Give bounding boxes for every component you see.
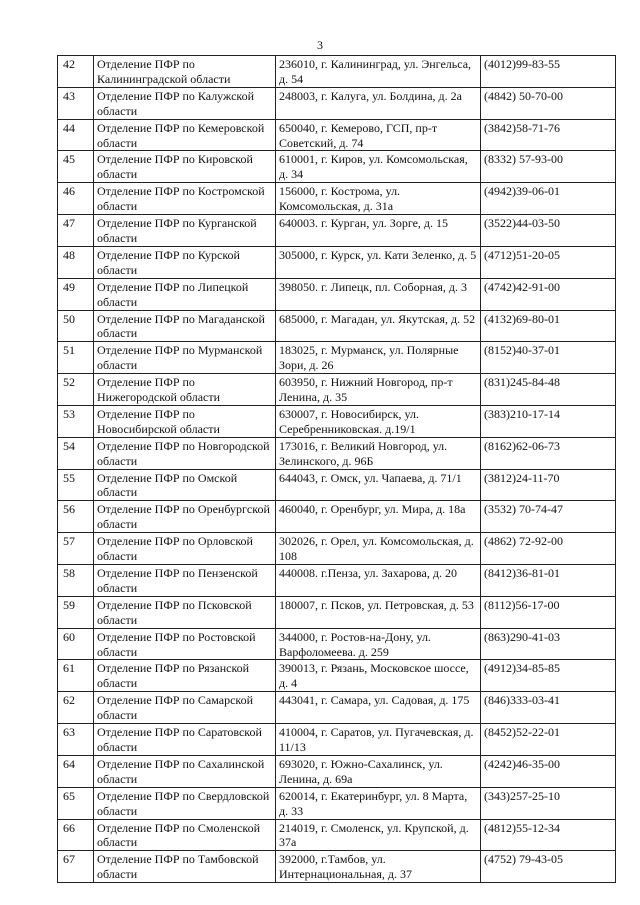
row-number-cell: 44 <box>58 119 94 151</box>
row-number-cell: 64 <box>58 755 94 787</box>
address-cell: 302026, г. Орел, ул. Комсомольская, д. 108 <box>276 533 481 565</box>
address-cell: 603950, г. Нижний Новгород, пр-т Ленина, д. 35 <box>276 374 481 406</box>
row-number-cell: 58 <box>58 565 94 597</box>
address-cell: 685000, г. Магадан, ул. Якутская, д. 52 <box>276 310 481 342</box>
phone-cell: (3812)24-11-70 <box>481 469 616 501</box>
address-cell: 344000, г. Ростов-на-Дону, ул. Варфоломеева. д. 259 <box>276 628 481 660</box>
table-row <box>58 405 616 437</box>
office-name-cell: Отделение ПФР по Костромской области <box>94 183 276 215</box>
table-row <box>58 437 616 469</box>
office-name-cell: Отделение ПФР по Ростовской области <box>94 628 276 660</box>
phone-cell: (831)245-84-48 <box>481 374 616 406</box>
table-row <box>58 596 616 628</box>
table-row <box>58 310 616 342</box>
phone-cell: (343)257-25-10 <box>481 787 616 819</box>
address-cell: 390013, г. Рязань, Московское шоссе, д. 4 <box>276 660 481 692</box>
row-number-cell: 59 <box>58 596 94 628</box>
row-number-cell: 45 <box>58 151 94 183</box>
office-name-cell: Отделение ПФР по Нижегородской области <box>94 374 276 406</box>
office-name-cell: Отделение ПФР по Орловской области <box>94 533 276 565</box>
address-cell: 440008. г.Пенза, ул. Захарова, д. 20 <box>276 565 481 597</box>
table-body <box>58 56 616 883</box>
table-row <box>58 628 616 660</box>
phone-cell: (4862) 72-92-00 <box>481 533 616 565</box>
row-number-cell: 47 <box>58 215 94 247</box>
office-name-cell: Отделение ПФР по Самарской области <box>94 692 276 724</box>
row-number-cell: 49 <box>58 278 94 310</box>
phone-cell: (863)290-41-03 <box>481 628 616 660</box>
pfr-offices-table <box>57 55 616 883</box>
address-cell: 173016, г. Великий Новгород, ул. Зелинского, д. 96Б <box>276 437 481 469</box>
address-cell: 180007, г. Псков, ул. Петровская, д. 53 <box>276 596 481 628</box>
table-row <box>58 56 616 88</box>
office-name-cell: Отделение ПФР по Калининградской области <box>94 56 276 88</box>
office-name-cell: Отделение ПФР по Курганской области <box>94 215 276 247</box>
phone-cell: (3532) 70-74-47 <box>481 501 616 533</box>
table-row <box>58 119 616 151</box>
address-cell: 183025, г. Мурманск, ул. Полярные Зори, д. 26 <box>276 342 481 374</box>
phone-cell: (3522)44-03-50 <box>481 215 616 247</box>
office-name-cell: Отделение ПФР по Пензенской области <box>94 565 276 597</box>
address-cell: 398050. г. Липецк, пл. Соборная, д. 3 <box>276 278 481 310</box>
phone-cell: (8162)62-06-73 <box>481 437 616 469</box>
office-name-cell: Отделение ПФР по Кемеровской области <box>94 119 276 151</box>
address-cell: 248003, г. Калуга, ул. Болдина, д. 2а <box>276 87 481 119</box>
row-number-cell: 50 <box>58 310 94 342</box>
phone-cell: (383)210-17-14 <box>481 405 616 437</box>
address-cell: 630007, г. Новосибирск, ул. Серебренниковская. д.19/1 <box>276 405 481 437</box>
office-name-cell: Отделение ПФР по Новгородской области <box>94 437 276 469</box>
office-name-cell: Отделение ПФР по Смоленской области <box>94 819 276 851</box>
office-name-cell: Отделение ПФР по Новосибирской области <box>94 405 276 437</box>
phone-cell: (8452)52-22-01 <box>481 724 616 756</box>
address-cell: 640003. г. Курган, ул. Зорге, д. 15 <box>276 215 481 247</box>
phone-cell: (4132)69-80-01 <box>481 310 616 342</box>
address-cell: 214019, г. Смоленск, ул. Крупской, д. 37а <box>276 819 481 851</box>
row-number-cell: 52 <box>58 374 94 406</box>
phone-cell: (8112)56-17-00 <box>481 596 616 628</box>
row-number-cell: 61 <box>58 660 94 692</box>
address-cell: 610001, г. Киров, ул. Комсомольская, д. 34 <box>276 151 481 183</box>
row-number-cell: 46 <box>58 183 94 215</box>
row-number-cell: 57 <box>58 533 94 565</box>
row-number-cell: 48 <box>58 246 94 278</box>
row-number-cell: 51 <box>58 342 94 374</box>
row-number-cell: 43 <box>58 87 94 119</box>
phone-cell: (8332) 57-93-00 <box>481 151 616 183</box>
table-row <box>58 660 616 692</box>
table-row <box>58 374 616 406</box>
table-row <box>58 342 616 374</box>
table-row <box>58 183 616 215</box>
office-name-cell: Отделение ПФР по Оренбургской области <box>94 501 276 533</box>
row-number-cell: 42 <box>58 56 94 88</box>
row-number-cell: 63 <box>58 724 94 756</box>
phone-cell: (846)333-03-41 <box>481 692 616 724</box>
address-cell: 620014, г. Екатеринбург, ул. 8 Марта, д. 33 <box>276 787 481 819</box>
table-row <box>58 151 616 183</box>
office-name-cell: Отделение ПФР по Сахалинской области <box>94 755 276 787</box>
office-name-cell: Отделение ПФР по Кировской области <box>94 151 276 183</box>
address-cell: 693020, г. Южно-Сахалинск, ул. Ленина, д. 69а <box>276 755 481 787</box>
row-number-cell: 67 <box>58 851 94 883</box>
row-number-cell: 53 <box>58 405 94 437</box>
address-cell: 650040, г. Кемерово, ГСП, пр-т Советский, д. 74 <box>276 119 481 151</box>
table-row <box>58 87 616 119</box>
table-row <box>58 819 616 851</box>
table-row <box>58 278 616 310</box>
phone-cell: (3842)58-71-76 <box>481 119 616 151</box>
page-number: 3 <box>317 38 323 52</box>
office-name-cell: Отделение ПФР по Рязанской области <box>94 660 276 692</box>
table-row <box>58 692 616 724</box>
office-name-cell: Отделение ПФР по Псковской области <box>94 596 276 628</box>
table-row <box>58 755 616 787</box>
phone-cell: (4812)55-12-34 <box>481 819 616 851</box>
phone-cell: (4242)46-35-00 <box>481 755 616 787</box>
address-cell: 392000, г.Тамбов, ул. Интернациональная, д. 37 <box>276 851 481 883</box>
table-row <box>58 215 616 247</box>
table-row <box>58 533 616 565</box>
office-name-cell: Отделение ПФР по Омской области <box>94 469 276 501</box>
table-row <box>58 469 616 501</box>
row-number-cell: 54 <box>58 437 94 469</box>
row-number-cell: 65 <box>58 787 94 819</box>
row-number-cell: 56 <box>58 501 94 533</box>
office-name-cell: Отделение ПФР по Курской области <box>94 246 276 278</box>
office-name-cell: Отделение ПФР по Калужской области <box>94 87 276 119</box>
phone-cell: (4912)34-85-85 <box>481 660 616 692</box>
row-number-cell: 55 <box>58 469 94 501</box>
office-name-cell: Отделение ПФР по Тамбовской области <box>94 851 276 883</box>
office-name-cell: Отделение ПФР по Свердловской области <box>94 787 276 819</box>
row-number-cell: 60 <box>58 628 94 660</box>
row-number-cell: 66 <box>58 819 94 851</box>
office-name-cell: Отделение ПФР по Мурманской области <box>94 342 276 374</box>
table-row <box>58 787 616 819</box>
phone-cell: (8412)36-81-01 <box>481 565 616 597</box>
address-cell: 156000, г. Кострома, ул. Комсомольская, д. 31а <box>276 183 481 215</box>
phone-cell: (4842) 50-70-00 <box>481 87 616 119</box>
phone-cell: (8152)40-37-01 <box>481 342 616 374</box>
address-cell: 443041, г. Самара, ул. Садовая, д. 175 <box>276 692 481 724</box>
office-name-cell: Отделение ПФР по Магаданской области <box>94 310 276 342</box>
table-row <box>58 851 616 883</box>
address-cell: 236010, г. Калининград, ул. Энгельса, д. 54 <box>276 56 481 88</box>
phone-cell: (4712)51-20-05 <box>481 246 616 278</box>
phone-cell: (4742)42-91-00 <box>481 278 616 310</box>
phone-cell: (4752) 79-43-05 <box>481 851 616 883</box>
address-cell: 305000, г. Курск, ул. Кати Зеленко, д. 5 <box>276 246 481 278</box>
row-number-cell: 62 <box>58 692 94 724</box>
table-row <box>58 501 616 533</box>
address-cell: 644043, г. Омск, ул. Чапаева, д. 71/1 <box>276 469 481 501</box>
office-name-cell: Отделение ПФР по Саратовской области <box>94 724 276 756</box>
phone-cell: (4942)39-06-01 <box>481 183 616 215</box>
table-row <box>58 724 616 756</box>
office-name-cell: Отделение ПФР по Липецкой области <box>94 278 276 310</box>
table-row <box>58 246 616 278</box>
table-row <box>58 565 616 597</box>
phone-cell: (4012)99-83-55 <box>481 56 616 88</box>
address-cell: 460040, г. Оренбург, ул. Мира, д. 18а <box>276 501 481 533</box>
address-cell: 410004, г. Саратов, ул. Пугачевская, д. 11/13 <box>276 724 481 756</box>
